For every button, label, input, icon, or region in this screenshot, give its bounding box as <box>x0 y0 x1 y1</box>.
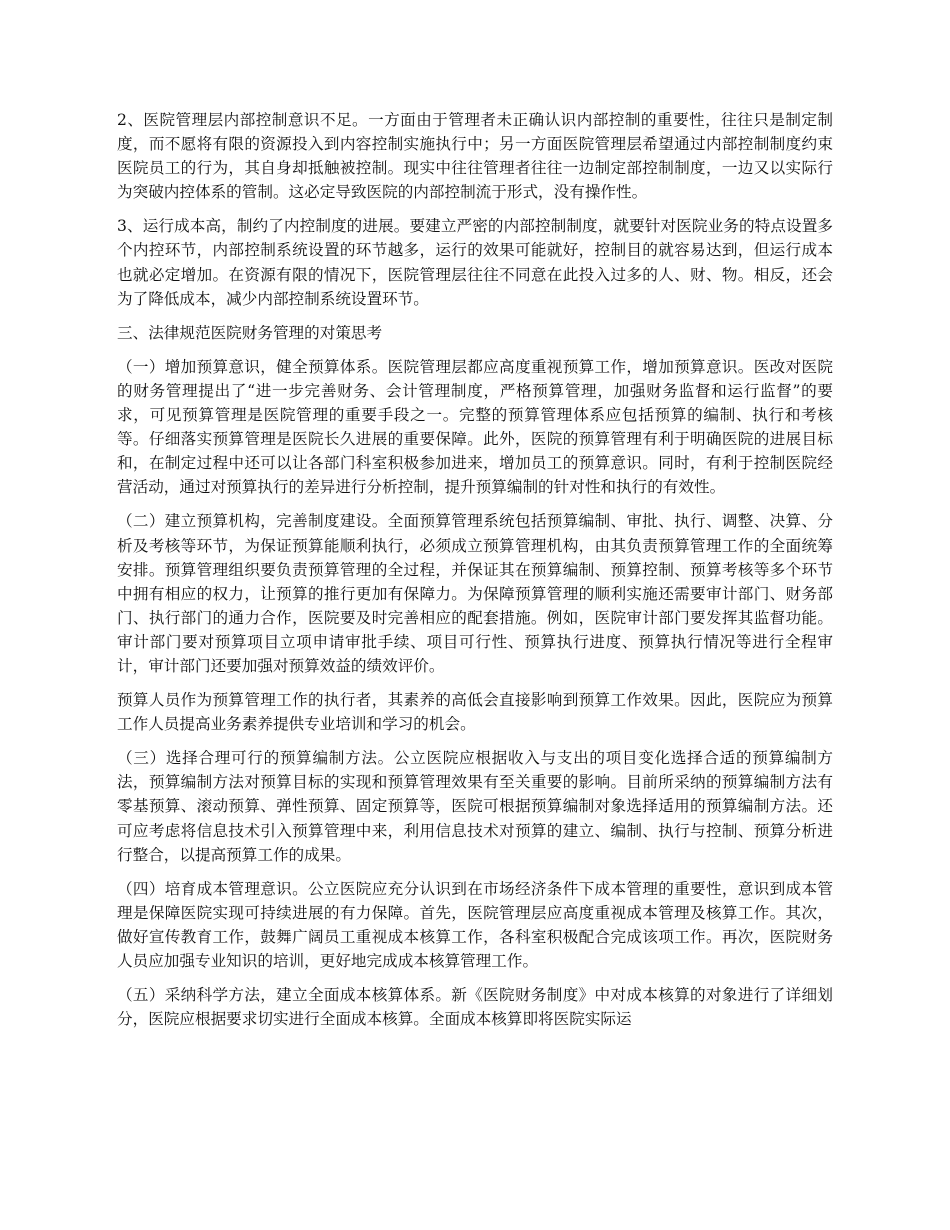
paragraph-internal-control-awareness: 2、医院管理层内部控制意识不足。一方面由于管理者未正确认识内部控制的重要性，往往只是制定制度，而不愿将有限的资源投入到内容控制实施执行中；另一方面医院管理层希望通过内部控制制度约束医院员工的行为，其自身却抵触被控制。现实中往往管理者往往一边制定部控制制度，一边又以实际行为突破内控体系的管制。这必定导致医院的内部控制流于形式，没有操作性。 <box>117 111 833 202</box>
paragraph-budget-methods: （三）选择合理可行的预算编制方法。公立医院应根据收入与支出的项目变化选择合适的预算编制方法，预算编制方法对预算目标的实现和预算管理效果有至关重要的影响。目前所采纳的预算编制方法有零基预算、滚动预算、弹性预算、固定预算等，医院可根据预算编制对象选择适用的预算编制方法。还可应考虑将信息技术引入预算管理中来，利用信息技术对预算的建立、编制、执行与控制、预算分析进行整合，以提高预算工作的成果。 <box>117 749 833 864</box>
paragraph-operating-cost: 3、运行成本高，制约了内控制度的进展。要建立严密的内部控制制度，就要针对医院业务的特点设置多个内控环节，内部控制系统设置的环节越多，运行的效果可能就好，控制目的就容易达到，但运行成本也就必定增加。在资源有限的情况下，医院管理层往往不同意在此投入过多的人、财、物。相反，还会为了降低成本，减少内部控制系统设置环节。 <box>117 217 833 308</box>
paragraph-budget-awareness: （一）增加预算意识，健全预算体系。医院管理层都应高度重视预算工作，增加预算意识。医改对医院的财务管理提出了“进一步完善财务、会计管理制度，严格预算管理，加强财务监督和运行监督”的要求，可见预算管理是医院管理的重要手段之一。完整的预算管理体系应包括预算的编制、执行和考核等。仔细落实预算管理是医院长久进展的重要保障。此外，医院的预算管理有利于明确医院的进展目标和，在制定过程中还可以让各部门科室积极参加进来，增加员工的预算意识。同时，有利于控制医院经营活动，通过对预算执行的差异进行分析控制，提升预算编制的针对性和执行的有效性。 <box>117 357 833 497</box>
paragraph-cost-accounting: （五）采纳科学方法，建立全面成本核算体系。新《医院财务制度》中对成本核算的对象进行了详细划分，医院应根据要求切实进行全面成本核算。全面成本核算即将医院实际运 <box>117 986 833 1029</box>
paragraph-cost-management: （四）培育成本管理意识。公立医院应充分认识到在市场经济条件下成本管理的重要性，意识到成本管理是保障医院实现可持续进展的有力保障。首先，医院管理层应高度重视成本管理及核算工作。其次，做好宣传教育工作，鼓舞广阔员工重视成本核算工作，各科室积极配合完成该项工作。再次，医院财务人员应加强专业知识的培训，更好地完成成本核算管理工作。 <box>117 879 833 970</box>
document-body <box>117 108 833 1041</box>
paragraph-budget-institution: （二）建立预算机构，完善制度建设。全面预算管理系统包括预算编制、审批、执行、调整、决算、分析及考核等环节，为保证预算能顺利执行，必须成立预算管理机构，由其负责预算管理工作的全面统筹安排。预算管理组织要负责预算管理的全过程，并保证其在预算编制、预算控制、预算考核等多个环节中拥有相应的权力，让预算的推行更加有保障力。为保障预算管理的顺利实施还需要审计部门、财务部门、执行部门的通力合作，医院要及时完善相应的配套措施。例如，医院审计部门要发挥其监督功能。审计部门要对预算项目立项申请审批手续、项目可行性、预算执行进度、预算执行情况等进行全程审计，审计部门还要加强对预算效益的绩效评价。 <box>117 512 833 675</box>
section-heading-countermeasures: 三、法律规范医院财务管理的对策思考 <box>117 323 383 342</box>
paragraph-budget-personnel: 预算人员作为预算管理工作的执行者，其素养的高低会直接影响到预算工作效果。因此，医院应为预算工作人员提高业务素养提供专业培训和学习的机会。 <box>117 691 833 734</box>
